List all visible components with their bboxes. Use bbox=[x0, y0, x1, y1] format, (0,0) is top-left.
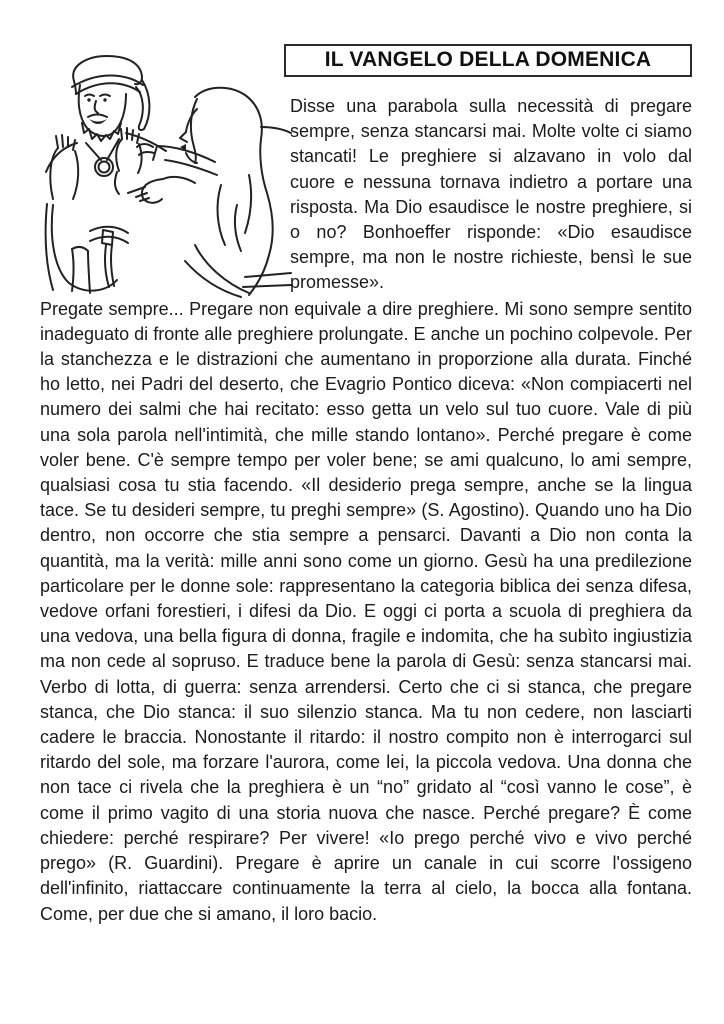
gospel-intro-paragraph: Disse una parabola sulla necessità di pregare sempre, senza stancarsi mai. Molte volte ci siamo stancati! Le preghiere si alzavano in volo dal cuore e nessuna tornava indietro a portare una risposta. Ma Dio esaudisce le nostre preghiere, si o no? Bonhoeffer risponde: «Dio esaudisce sempre, ma non le nostre richieste, bensì le sue promesse». bbox=[290, 96, 692, 293]
title-box bbox=[284, 44, 692, 77]
gospel-commentary-paragraph: Pregate sempre... Pregare non equivale a dire preghiere. Mi sono sempre sentito inadeguato di fronte alle preghiere prolungate. E anche un pochino colpevole. Per la stanchezza e le distrazioni che aumentano in proporzione alla durata. Finché ho letto, nei Padri del deserto, che Evagrio Pontico diceva: «Non compiacerti nel numero dei salmi che hai recitato: esso getta un velo sul tuo cuore. Vale di più una sola parola nell'intimità, che mille stando lontano». Perché pregare è come voler bene. C'è sempre tempo per voler bene; se ami qualcuno, lo ami sempre, qualsiasi cosa tu stia facendo. «Il desiderio prega sempre, anche se la lingua tace. Se tu desideri sempre, tu preghi sempre» (S. Agostino). Quando uno ha Dio dentro, non occorre che stia sempre a pensarci. Davanti a Dio non conta la quantità, ma la verità: mille anni sono come un giorno. Gesù ha una predilezione particolare per le donne sole: rappresentano la categoria biblica dei senza difesa, vedove orfani forestieri, i difesi da Dio. E oggi ci porta a scuola di preghiera da una vedova, una bella figura di donna, fragile e indomita, che ha subìto ingiustizia ma non cede al sopruso. E traduce bene la parola di Gesù: senza stancarsi mai. Verbo di lotta, di guerra: senza arrendersi. Certo che ci si stanca, che pregare stanca, che Dio stanca: il suo silenzio stanca. Ma tu non cedere, non lasciarti cadere le braccia. Nonostante il ritardo: il nostro compito non è interrogarci sul ritardo del sole, ma forzare l'aurora, come lei, la piccola vedova. Una donna che non tace ci rivela che la preghiera è un “no” gridato al “così vanno le cose”, è come il primo vagito di una storia nuova che nasce. Perché pregare? È come chiedere: perché respirare? Per vivere! «Io prego perché vivo e vivo perché prego» (R. Guardini). Pregare è aprire un canale in cui scorre l'ossigeno dell'infinito, riattaccare continuamente la terra al cielo, la bocca alla fontana. Come, per due che si amano, il loro bacio. bbox=[40, 298, 692, 924]
page-title: IL VANGELO DELLA DOMENICA bbox=[324, 48, 652, 71]
